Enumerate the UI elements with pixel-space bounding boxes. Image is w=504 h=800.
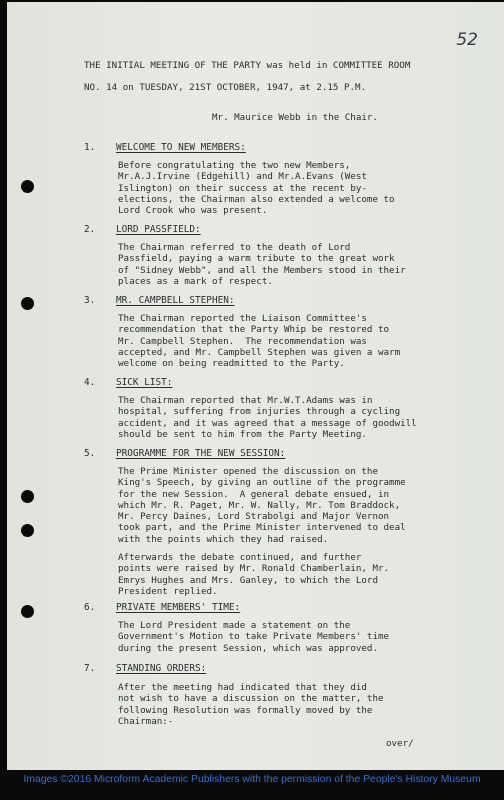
punch-hole xyxy=(21,605,34,618)
intro-line-1: THE INITIAL MEETING OF THE PARTY was held in COMMITTEE ROOM xyxy=(84,60,411,71)
section-heading: LORD PASSFIELD: xyxy=(116,224,201,235)
punch-hole xyxy=(21,297,34,310)
section-paragraph: Before congratulating the two new Members, Mr.A.J.Irvine (Edgehill) and Mr.A.Evans (West Islington) on their success at the recent by- elections, the Chairman also extended a welcome to Lord Crook who was present. xyxy=(118,160,395,217)
section-paragraph: Afterwards the debate continued, and further points were raised by Mr. Ronald Chamberlain, Mr. Emrys Hughes and Mrs. Ganley, to which the Lord President replied. xyxy=(118,552,390,597)
copyright-footer: Images ©2016 Microform Academic Publishers with the permission of the People's History Museum xyxy=(23,774,481,785)
section-heading: PROGRAMME FOR THE NEW SESSION: xyxy=(116,448,286,459)
section-heading: STANDING ORDERS: xyxy=(116,663,207,674)
section-heading: PRIVATE MEMBERS' TIME: xyxy=(116,602,241,613)
continuation-mark: over/ xyxy=(386,738,414,749)
section-paragraph: The Prime Minister opened the discussion on the King's Speech, by giving an outline of the programme for the new Session. A general debate ensued, in which Mr. R. Paget, Mr. W. Nally, Mr. Tom Braddock, Mr. Percy Daines, Lord Strabolgi and Major Vernon took part, and the Prime Minister intervened to deal with the points which they had raised. xyxy=(118,466,406,545)
section-heading: SICK LIST: xyxy=(116,377,173,388)
section-number: 5. xyxy=(84,448,96,459)
section-number: 2. xyxy=(84,224,96,235)
punch-hole xyxy=(21,490,34,503)
folio-number: 52 xyxy=(456,30,478,50)
punch-hole xyxy=(21,180,34,193)
section-number: 6. xyxy=(84,602,96,613)
punch-hole xyxy=(21,524,34,537)
section-heading: WELCOME TO NEW MEMBERS: xyxy=(116,142,246,153)
chair-line: Mr. Maurice Webb in the Chair. xyxy=(212,112,378,123)
section-number: 4. xyxy=(84,377,96,388)
section-paragraph: The Chairman referred to the death of Lord Passfield, paying a warm tribute to the great work of "Sidney Webb", and all the Members stood in their places as a mark of respect. xyxy=(118,242,406,287)
document-page xyxy=(7,2,504,770)
section-number: 3. xyxy=(84,295,96,306)
section-paragraph: The Chairman reported that Mr.W.T.Adams was in hospital, suffering from injuries through a cycling accident, and it was agreed that a message of goodwill should be sent to him from the Party Meeting. xyxy=(118,395,417,440)
section-paragraph: The Chairman reported the Liaison Committee's recommendation that the Party Whip be restored to Mr. Campbell Stephen. The recommendation was accepted, and Mr. Campbell Stephen was given a warm welcome on being readmitted to the Party. xyxy=(118,313,401,370)
section-paragraph: The Lord President made a statement on the Government's Motion to take Private Members' time during the present Session, which was approved. xyxy=(118,620,390,654)
intro-line-2: NO. 14 on TUESDAY, 21ST OCTOBER, 1947, at 2.15 P.M. xyxy=(84,82,367,93)
section-paragraph: After the meeting had indicated that they did not wish to have a discussion on the matter, the following Resolution was formally moved by the Chairman:- xyxy=(118,682,384,727)
section-number: 1. xyxy=(84,142,96,153)
section-heading: MR. CAMPBELL STEPHEN: xyxy=(116,295,235,306)
section-number: 7. xyxy=(84,663,96,674)
